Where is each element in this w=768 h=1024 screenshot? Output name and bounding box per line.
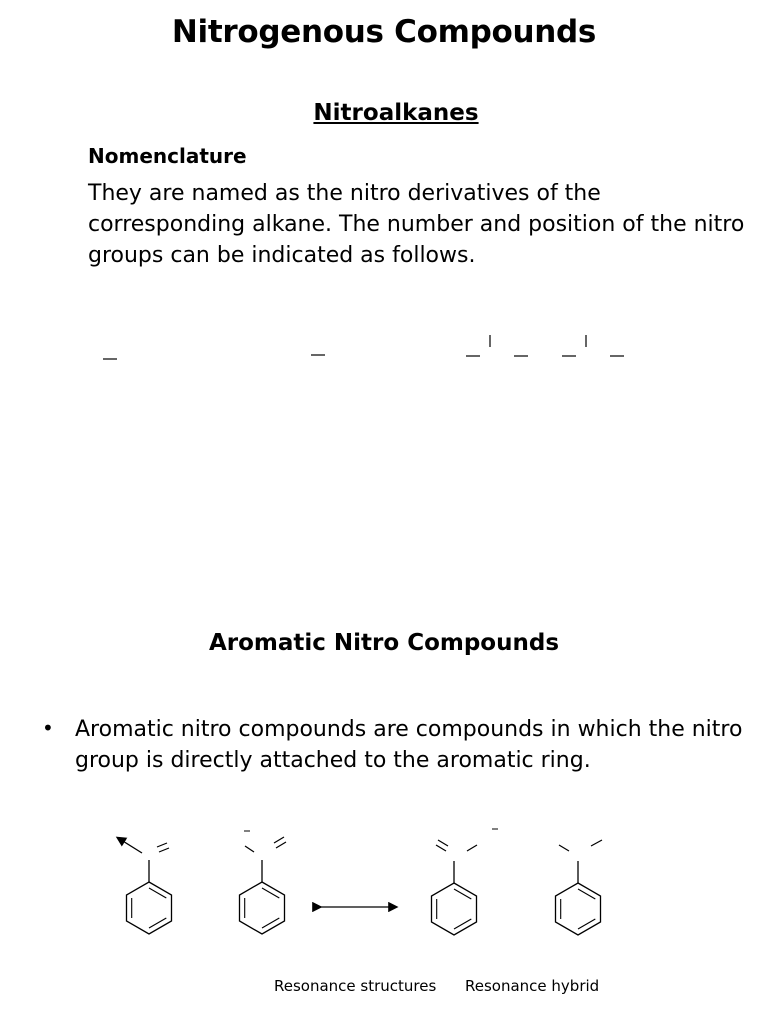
caption-resonance-structures: Resonance structures bbox=[274, 977, 437, 995]
aromatic-heading: Aromatic Nitro Compounds bbox=[208, 630, 560, 656]
benzene-ring-3 bbox=[432, 829, 499, 935]
aromatic-bullet-text: Aromatic nitro compounds are compounds in which the nitro group is directly attached to the aromatic ring. bbox=[75, 717, 743, 773]
bullet-icon: • bbox=[42, 716, 54, 740]
nitroalkanes-heading: Nitroalkanes bbox=[313, 100, 479, 126]
benzene-ring-1 bbox=[118, 838, 172, 934]
caption-resonance-hybrid: Resonance hybrid bbox=[465, 977, 600, 995]
benzene-ring-2 bbox=[240, 831, 287, 934]
page-title: Nitrogenous Compounds bbox=[171, 14, 597, 50]
nomenclature-label: Nomenclature bbox=[88, 144, 247, 168]
benzene-ring-4 bbox=[556, 840, 603, 935]
nomenclature-paragraph: They are named as the nitro derivatives of the corresponding alkane. The number and position of the nitro groups can be indicated as follows. bbox=[88, 181, 745, 268]
